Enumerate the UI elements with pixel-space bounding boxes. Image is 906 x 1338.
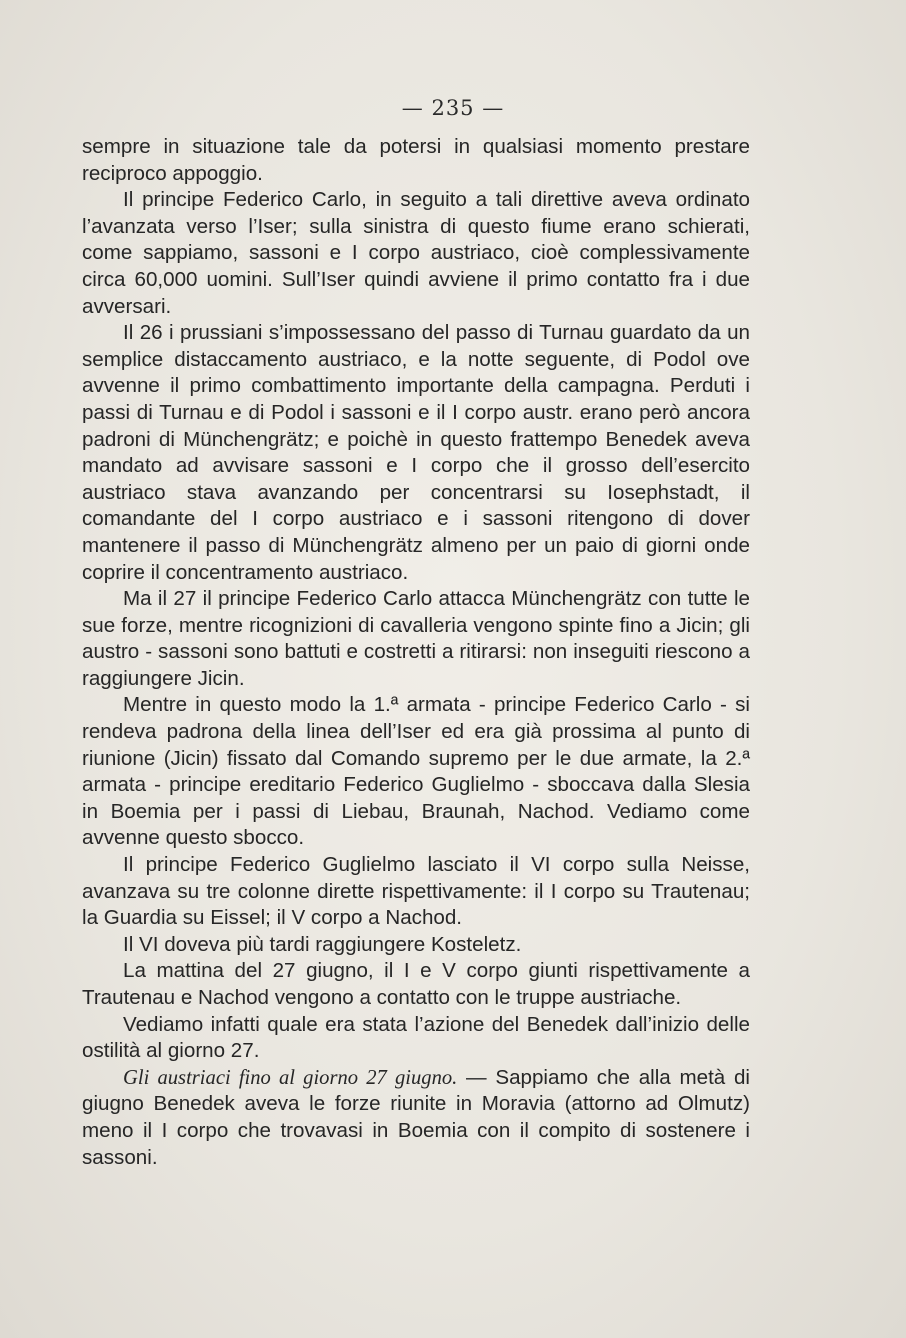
paragraph: sempre in situazione tale da potersi in qualsiasi momento prestare reciproco appoggio. <box>82 135 750 185</box>
paragraph: Ma il 27 il principe Federico Carlo attacca Münchengrätz con tutte le sue forze, mentre ricognizioni di cavalleria vengono spinte fino a Jicin; gli austro - sassoni sono battuti e costretti a ritirarsi: non inseguiti riescono a raggiungere Jicin. <box>82 587 750 690</box>
paragraph: Il principe Federico Guglielmo lasciato il VI corpo sulla Neisse, avanzava su tre colonne dirette rispettivamente: il I corpo su Trautenau; la Guardia su Eissel; il V corpo a Nachod. <box>82 853 750 930</box>
page-number: — 235 — <box>401 96 505 120</box>
body-text <box>82 134 750 1171</box>
paragraph: Il 26 i prussiani s’impossessano del passo di Turnau guardato da un semplice distaccamento austriaco, e la notte seguente, di Podol ove avvenne il primo combattimento importante della campagna. Perduti i passi di Turnau e di Podol i sassoni e il I corpo austr. erano però ancora padroni di Münchengrätz; e poichè in questo frattempo Benedek aveva mandato ad avvisare sassoni e I corpo che il grosso dell’esercito austriaco stava avanzando per concentrarsi su Iosephstadt, il comandante del I corpo austriaco e i sassoni ritengono di dover mantenere il passo di Münchengrätz almeno per un paio di giorni onde coprire il concentramento austriaco. <box>82 321 750 584</box>
paragraph: Mentre in questo modo la 1.ª armata - principe Federico Carlo - si rendeva padrona della linea dell’Iser ed era già prossima al punto di riunione (Jicin) fissato dal Comando supremo per le due armate, la 2.ª armata - principe ereditario Federico Guglielmo - sboccava dalla Slesia in Boemia per i passi di Liebau, Braunah, Nachod. Vediamo come avvenne questo sbocco. <box>82 693 750 850</box>
paragraph: Vediamo infatti quale era stata l’azione del Benedek dall’inizio delle ostilità al giorno 27. <box>82 1012 750 1063</box>
paragraph-text: — Sappiamo che alla metà di giugno Benedek aveva le forze riunite in Moravia (attorno ad Olmutz) meno il I corpo che trovavasi in Boemia con il compito di sostenere i sassoni. <box>82 1065 750 1169</box>
paragraph: Il principe Federico Carlo, in seguito a tali direttive aveva ordinato l’avanzata verso l’Iser; sulla sinistra di questo fiume erano schierati, come sappiamo, sassoni e I corpo austriaco, cioè complessivamente circa 60,000 uomini. Sull’Iser quindi avviene il primo contatto fra i due avversari. <box>82 188 750 318</box>
paragraph-with-heading <box>82 1065 750 1171</box>
section-heading: Gli austriaci fino al giorno 27 giugno. <box>123 1066 458 1089</box>
paragraph: La mattina del 27 giugno, il I e V corpo giunti rispettivamente a Trautenau e Nachod vengono a contatto con le truppe austriache. <box>82 959 750 1009</box>
paragraph: Il VI doveva più tardi raggiungere Kosteletz. <box>123 932 522 956</box>
